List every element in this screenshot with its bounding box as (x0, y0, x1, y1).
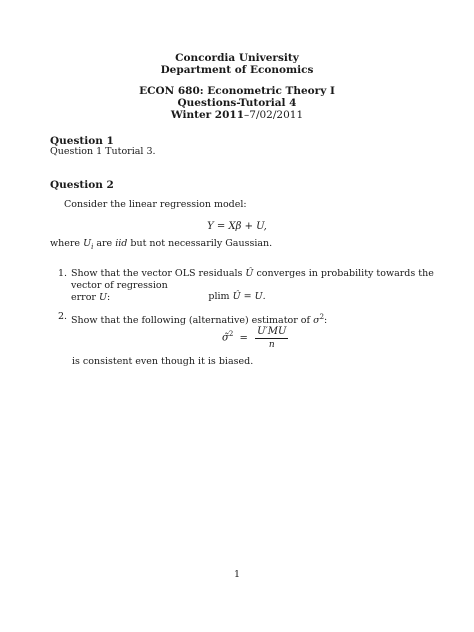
term: Winter 2011 (170, 109, 245, 121)
date: –7/02/2011 (244, 109, 304, 121)
where-prefix: where (50, 238, 84, 249)
where-sub: i (91, 242, 94, 251)
item-2-number: 2. (58, 311, 68, 322)
item-2-text (71, 311, 451, 327)
estimator-equals: = (239, 332, 248, 344)
item-1-number: 1. (58, 268, 68, 279)
item-1-text-c: error (71, 292, 99, 303)
sigma-symbol: σ (313, 315, 320, 327)
plim-end: . (262, 291, 266, 302)
item-2-text-b: : (324, 315, 328, 327)
plim-eq: = (240, 291, 255, 302)
sigma-exponent: 2 (319, 313, 325, 321)
fraction-denominator: n (268, 340, 275, 350)
where-mid: are (93, 238, 116, 249)
where-suffix: but not necessarily Gaussian. (127, 238, 273, 249)
department-name: Department of Economics (160, 64, 314, 76)
estimator-equation (222, 326, 288, 350)
question-2-intro: Consider the linear regression model: (64, 199, 247, 210)
university-name: Concordia University (175, 52, 299, 64)
item-1-text-a: Show that the vector OLS residuals (71, 268, 246, 279)
error-symbol: U (99, 292, 108, 303)
item-1-text-b: converges in probability towards the vector of regression (71, 268, 434, 291)
page-number: 1 (233, 569, 241, 580)
plim-lhs: Û (232, 291, 241, 302)
question-1-body: Question 1 Tutorial 3. (50, 146, 156, 157)
fraction-numerator: U′MU (257, 326, 287, 337)
plim-label: plim (208, 291, 233, 302)
item-2-conclusion: is consistent even though it is biased. (72, 356, 254, 367)
course-title: ECON 680: Econometric Theory I (139, 85, 335, 97)
residual-symbol: Û (245, 268, 254, 279)
where-var: U (83, 238, 92, 249)
tutorial-subtitle: Questions-Tutorial 4 (177, 97, 297, 109)
question-2-title: Question 2 (50, 179, 114, 191)
item-1-text-d: : (107, 292, 111, 303)
plim-rhs: U (254, 291, 263, 302)
estimator-exponent: 2 (228, 330, 234, 339)
where-clause (50, 238, 272, 253)
plim-equation (0, 291, 474, 302)
question-1-title: Question 1 (50, 135, 114, 147)
model-equation: Y = Xβ + U, (207, 221, 267, 232)
term-line (0, 109, 474, 122)
iid-term: iid (115, 238, 128, 249)
item-2-text-a: Show that the following (alternative) estimator of (71, 315, 314, 327)
estimator-fraction (255, 326, 288, 350)
estimator-lhs: σ̃ (222, 332, 229, 344)
